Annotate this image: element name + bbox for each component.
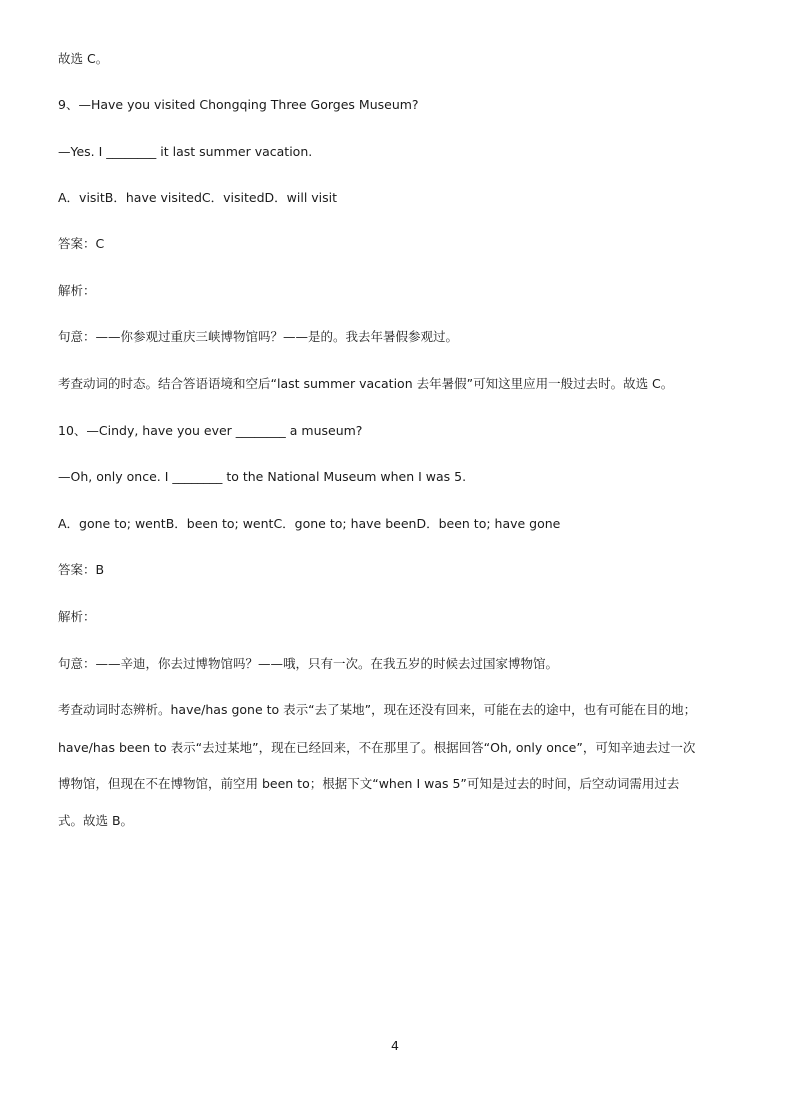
question-10-answer: 答案：B xyxy=(58,562,105,577)
question-10-analysis-label: 解析： xyxy=(58,609,96,624)
answer-conclusion-8: 故选 C。 xyxy=(58,51,109,66)
question-9-answer: 答案：C xyxy=(58,236,105,251)
question-9-prompt: 9、—Have you visited Chongqing Three Gorges Museum? xyxy=(58,97,419,112)
question-10-explanation-line-4: 式。故选 B。 xyxy=(58,813,134,828)
question-9-explanation: 考查动词的时态。结合答语语境和空后“last summer vacation 去年暑假”可知这里应用一般过去时。故选 C。 xyxy=(58,376,674,391)
question-9-response: —Yes. I ________ it last summer vacation. xyxy=(58,144,313,159)
question-9-meaning: 句意：——你参观过重庆三峡博物馆吗？——是的。我去年暑假参观过。 xyxy=(58,329,459,344)
question-10-meaning: 句意：——辛迪，你去过博物馆吗？——哦，只有一次。在我五岁的时候去过国家博物馆。 xyxy=(58,656,559,671)
page-number: 4 xyxy=(391,1038,399,1053)
question-9-options: A．visitB．have visitedC．visitedD．will visit xyxy=(58,190,338,205)
question-10-response: —Oh, only once. I ________ to the National Museum when I was 5. xyxy=(58,469,467,484)
question-10-prompt: 10、—Cindy, have you ever ________ a museum? xyxy=(58,423,363,438)
question-10-explanation-line-3: 博物馆，但现在不在博物馆，前空用 been to；根据下文“when I was 5”可知是过去的时间，后空动词需用过去 xyxy=(58,776,680,791)
question-10-explanation-line-2: have/has been to 表示“去过某地”，现在已经回来，不在那里了。根据回答“Oh, only once”，可知辛迪去过一次 xyxy=(58,740,696,755)
question-10-options: A．gone to; wentB．been to; wentC．gone to; have beenD．been to; have gone xyxy=(58,516,561,531)
question-10-explanation-line-1: 考查动词时态辨析。have/has gone to 表示“去了某地”，现在还没有回来，可能在去的途中，也有可能在目的地； xyxy=(58,702,697,717)
question-9-analysis-label: 解析： xyxy=(58,283,96,298)
